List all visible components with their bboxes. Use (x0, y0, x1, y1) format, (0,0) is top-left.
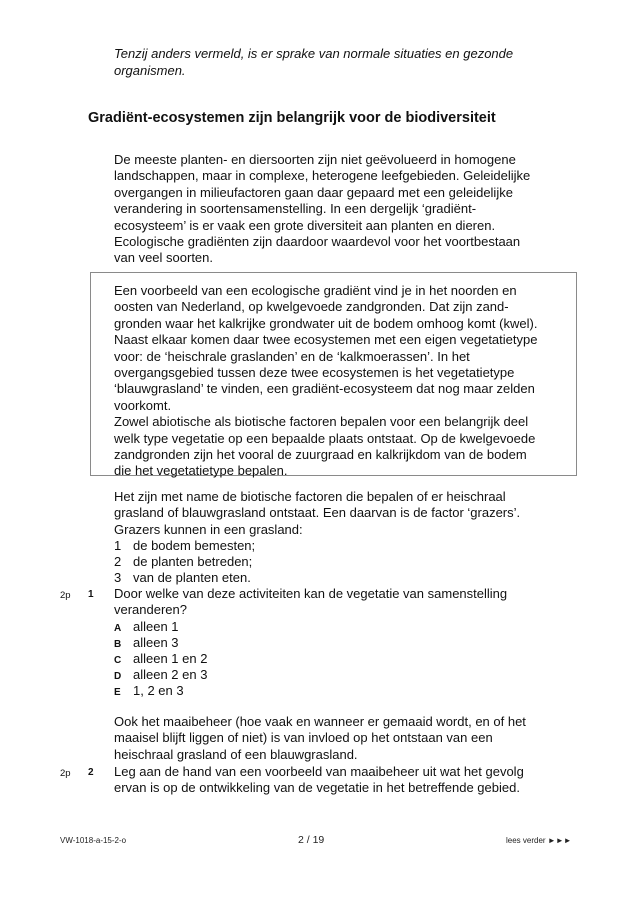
list-item (114, 538, 255, 554)
list-text: de bodem bemesten; (133, 538, 256, 553)
intro-line: Tenzij anders vermeld, is er sprake van normale situaties en gezonde (114, 46, 514, 61)
text-line: voor: de ‘heischrale graslanden’ en de ‘kalkmoerassen’. In het (114, 348, 470, 364)
text-line: Door welke van deze activiteiten kan de vegetatie van samenstelling (114, 586, 508, 601)
text-line: grasland of blauwgrasland ontstaat. Een daarvan is de factor ‘grazers’. (114, 505, 521, 521)
text-line: die het vegetatietype bepalen. (114, 463, 288, 479)
list-text: van de planten eten. (133, 570, 251, 585)
intro-note (114, 45, 544, 79)
question-1-text (114, 586, 554, 619)
footer-page-number: 2 / 19 (298, 834, 325, 846)
text-line: Grazers kunnen in een grasland: (114, 521, 303, 537)
question-2-points: 2p (60, 768, 71, 779)
paragraph-intro (114, 152, 554, 267)
option-letter: B (114, 639, 122, 650)
option-letter: C (114, 655, 122, 666)
text-line: van veel soorten. (114, 250, 214, 266)
option-text: alleen 1 en 2 (133, 651, 208, 666)
list-item (114, 570, 251, 586)
option-text: alleen 3 (133, 635, 179, 650)
text-line: ‘blauwgrasland’ te vinden, een gradiënt-ecosysteem dat nog maar zelden (114, 381, 535, 397)
list-number: 2 (114, 554, 122, 569)
paragraph-mowing (114, 714, 554, 763)
question-2-text (114, 764, 564, 797)
text-line: voorkomt. (114, 397, 172, 413)
text-line: ecosysteem’ is er vaak een grote diversiteit aan planten en dieren. (114, 217, 496, 233)
text-line: Een voorbeeld van een ecologische gradiënt vind je in het noorden en (114, 283, 517, 298)
question-2-number: 2 (88, 767, 94, 778)
text-line: Zowel abiotische als biotische factoren bepalen voor een belangrijk deel (114, 414, 529, 430)
text-line: overgangsgebied tussen deze twee ecosystemen is het vegetatietype (114, 365, 515, 381)
text-line: Ecologische gradiënten zijn daardoor waardevol voor het voortbestaan (114, 234, 521, 250)
footer-continue: lees verder ►►► (506, 836, 572, 845)
text-line: ervan is op de ontwikkeling van de vegetatie in het betreffende gebied. (114, 780, 520, 796)
text-line: heischraal grasland of een blauwgrasland. (114, 746, 358, 762)
list-item (114, 554, 252, 570)
text-line: De meeste planten- en diersoorten zijn niet geëvolueerd in homogene (114, 152, 516, 167)
text-line: welk type vegetatie op een bepaalde plaats ontstaat. Op de kwelgevoede (114, 430, 536, 446)
text-line: landschappen, maar in complexe, heterogene leefgebieden. Geleidelijke (114, 168, 531, 184)
option-text: alleen 2 en 3 (133, 667, 208, 682)
answer-option-e[interactable] (114, 683, 184, 701)
option-letter: A (114, 623, 122, 634)
question-1-number: 1 (88, 589, 94, 600)
option-letter: E (114, 687, 121, 698)
option-text: 1, 2 en 3 (133, 683, 184, 698)
text-line: verandering in soortensamenstelling. In een dergelijk ‘gradiënt- (114, 201, 477, 217)
text-line: oosten van Nederland, op kwelgevoede zandgronden. Dat zijn zand- (114, 299, 509, 315)
footer-exam-code: VW-1018-a-15-2-o (60, 836, 127, 845)
text-line: overgangen in milieufactoren gaan daar gepaard met een geleidelijke (114, 184, 513, 200)
text-line: zandgronden zijn het vooral de zuurgraad en kalkrijkdom van de bodem (114, 447, 527, 463)
info-box-text (114, 283, 564, 480)
text-line: maaisel blijft liggen of niet) is van invloed op het ontstaan van een (114, 730, 493, 746)
list-text: de planten betreden; (133, 554, 253, 569)
list-number: 3 (114, 570, 122, 585)
text-line: gronden waar het kalkrijke grondwater uit de bodem omhoog komt (kwel). (114, 315, 538, 331)
text-line: veranderen? (114, 602, 187, 618)
paragraph-grazers (114, 489, 554, 538)
option-letter: D (114, 671, 122, 682)
text-line: Leg aan de hand van een voorbeeld van maaibeheer uit wat het gevolg (114, 764, 524, 779)
text-line: Ook het maaibeheer (hoe vaak en wanneer er gemaaid wordt, en of het (114, 714, 526, 729)
intro-line: organismen. (114, 63, 186, 78)
text-line: Naast elkaar komen daar twee ecosystemen met een eigen vegetatietype (114, 332, 538, 348)
text-line: Het zijn met name de biotische factoren die bepalen of er heischraal (114, 489, 506, 504)
list-number: 1 (114, 538, 122, 553)
question-1-points: 2p (60, 590, 71, 601)
section-title: Gradiënt-ecosystemen zijn belangrijk voor de biodiversiteit (88, 110, 496, 126)
option-text: alleen 1 (133, 619, 179, 634)
